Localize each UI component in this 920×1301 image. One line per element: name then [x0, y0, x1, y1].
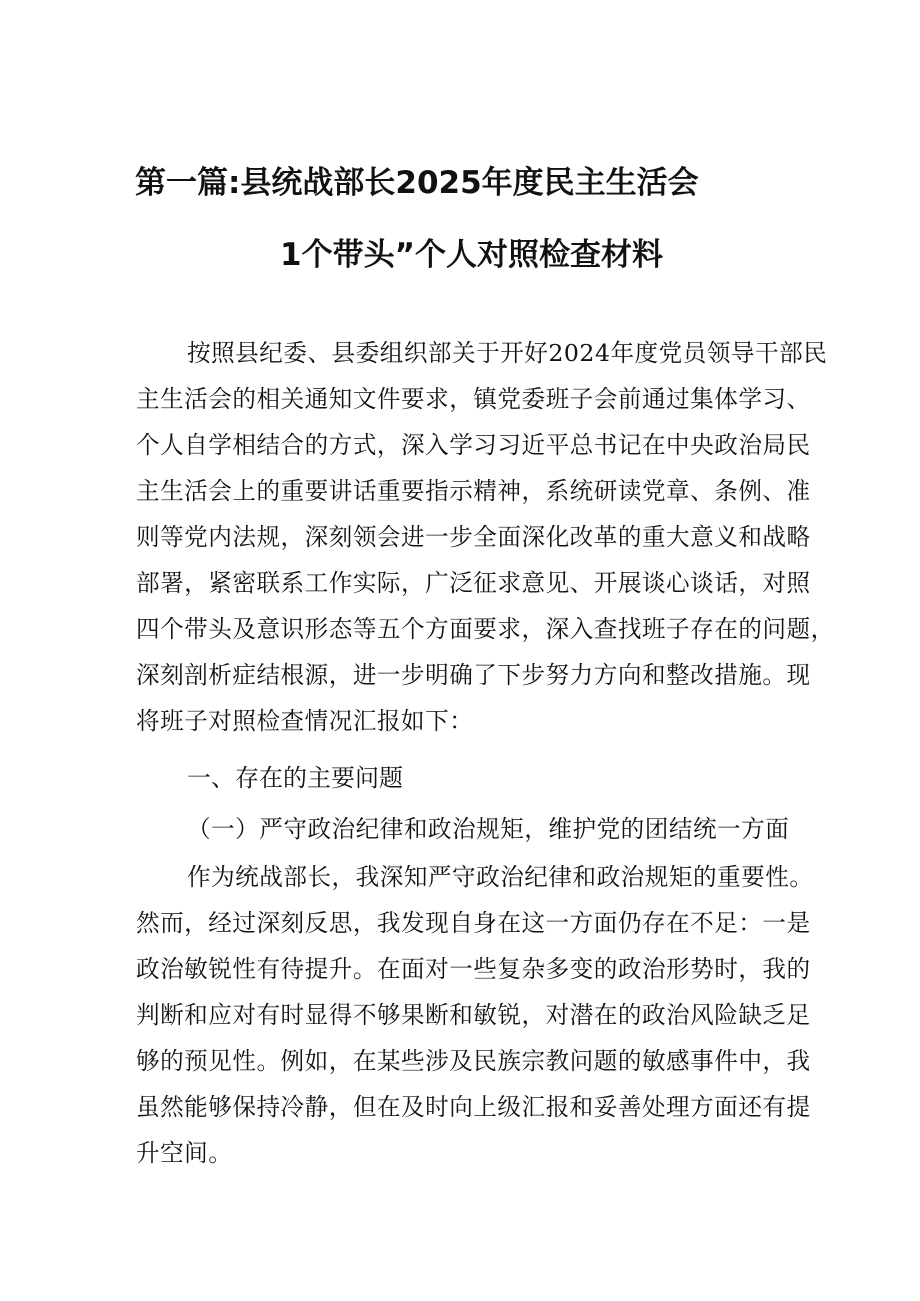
- section-heading: 一、存在的主要问题: [187, 764, 403, 792]
- body-line: 作为统战部长，我深知严守政治纪律和政治规矩的重要性。: [187, 863, 814, 891]
- intro-line: 按照县纪委、县委组织部关于开好2024年度党员领导干部民: [187, 339, 828, 367]
- document-title-line-1: 第一篇:县统战部长2025年度民主生活会: [135, 165, 699, 201]
- intro-line: 深刻剖析症结根源，进一步明确了下步努力方向和整改措施。现: [136, 661, 811, 689]
- subsection-heading: （一）严守政治纪律和政治规矩，维护党的团结统一方面: [187, 815, 790, 843]
- document-title-line-2: 1个带头”个人对照检查材料: [280, 237, 663, 273]
- body-line: 然而，经过深刻反思，我发现自身在这一方面仍存在不足：一是: [136, 909, 811, 937]
- intro-line: 部署，紧密联系工作实际，广泛征求意见、开展谈心谈话，对照: [136, 569, 811, 597]
- body-line: 政治敏锐性有待提升。在面对一些复杂多变的政治形势时，我的: [136, 955, 811, 983]
- intro-line: 个人自学相结合的方式，深入学习习近平总书记在中央政治局民: [136, 431, 811, 459]
- body-line: 够的预见性。例如，在某些涉及民族宗教问题的敏感事件中，我: [136, 1047, 811, 1075]
- intro-line: 则等党内法规，深刻领会进一步全面深化改革的重大意义和战略: [136, 523, 811, 551]
- intro-line: 四个带头及意识形态等五个方面要求，深入查找班子存在的问题，: [136, 615, 835, 643]
- intro-line: 将班子对照检查情况汇报如下：: [136, 707, 474, 735]
- intro-line: 主生活会的相关通知文件要求，镇党委班子会前通过集体学习、: [136, 385, 811, 413]
- intro-line: 主生活会上的重要讲话重要指示精神，系统研读党章、条例、准: [136, 477, 811, 505]
- body-line: 升空间。: [136, 1139, 233, 1167]
- body-line: 虽然能够保持冷静，但在及时向上级汇报和妥善处理方面还有提: [136, 1093, 811, 1121]
- body-line: 判断和应对有时显得不够果断和敏锐，对潜在的政治风险缺乏足: [136, 1001, 811, 1029]
